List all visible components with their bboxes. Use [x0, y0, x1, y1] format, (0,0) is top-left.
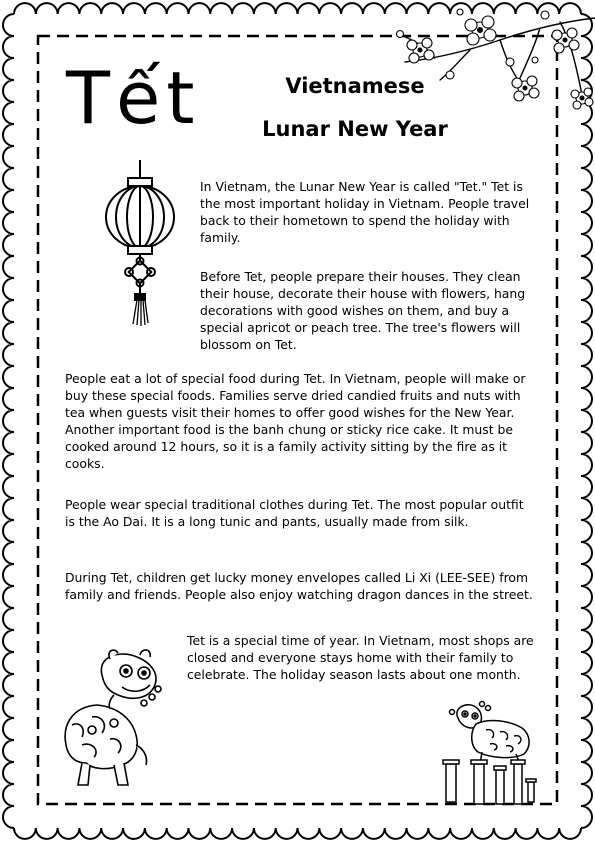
- blossom-branch-icon: [360, 0, 595, 120]
- page-title: Tết: [66, 56, 201, 140]
- paragraph-intro: In Vietnam, the Lunar New Year is called "Tet." Tet is the most important holiday in Vietnam. People travel back to their hometown to spend the holiday with family.: [200, 179, 530, 245]
- paragraph-conclusion: Tet is a special time of year. In Vietnam, most shops are closed and everyone stays home with their family to celebrate. The holiday season lasts about one month.: [187, 633, 534, 682]
- subtitle-line-1: Vietnamese: [285, 74, 425, 98]
- paragraph-preparations: Before Tet, people prepare their houses. They clean their house, decorate their house with flowers, hang decorations with good wishes on them, and buy a special apricot or peach tree. The tree's flowers will blossom on Tet.: [200, 269, 526, 352]
- paragraph-clothes: People wear special traditional clothes during Tet. The most popular outfit is the Ao Dai. It is a long tunic and pants, usually made from silk.: [65, 497, 524, 529]
- lion-dance-icon: [52, 645, 172, 790]
- paragraph-lucky-money: During Tet, children get lucky money envelopes called Li Xi (LEE-SEE) from family and friends. People also enjoy watching dragon dances in the street.: [65, 570, 533, 602]
- lantern-icon: [100, 160, 180, 330]
- lion-on-poles-icon: [438, 700, 538, 810]
- subtitle-line-2: Lunar New Year: [262, 117, 448, 141]
- paragraph-food: People eat a lot of special food during Tet. In Vietnam, people will make or buy these special foods. Families serve dried candied fruits and nuts with tea when guests visit their homes to offer good wishes for the New Year. Another important food is the banh chung or sticky rice cake. It must be cooked around 12 hours, so it is a family activity sitting by the fire as it cooks.: [65, 371, 526, 471]
